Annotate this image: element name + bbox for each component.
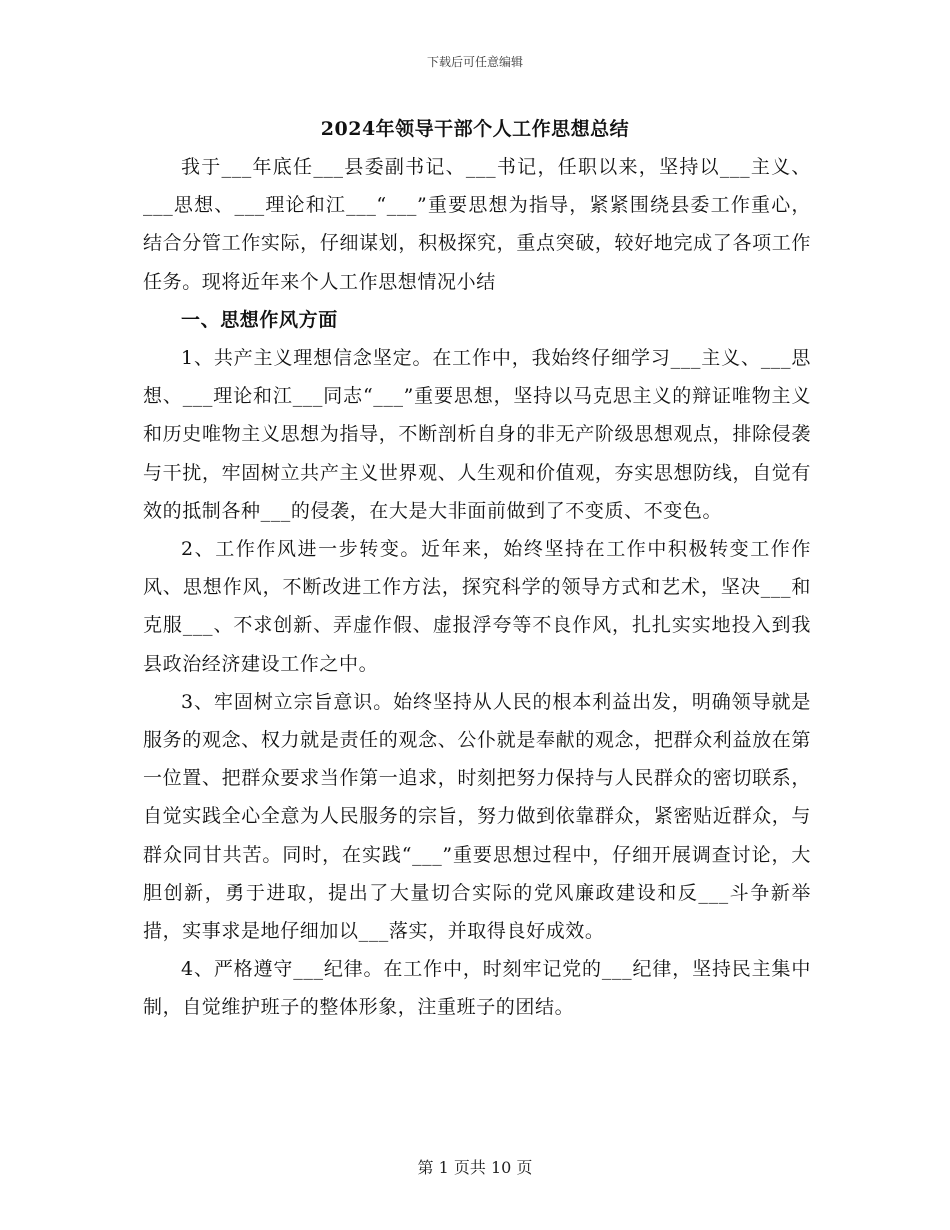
document-title: 2024年领导干部个人工作思想总结 [320,118,630,140]
paragraph-item-1: 1、共产主义理想信念坚定。在工作中，我始终仔细学习___主义、___思想、___理论和江___同志“___”重要思想，坚持以马克思主义的辩证唯物主义和历史唯物主义思想为指导，不断剖析自身的非无产阶级思想观点，排除侵袭与干扰，牢固树立共产主义世界观、人生观和价值观，夯实思想防线，自觉有效的抵制各种___的侵袭，在大是大非面前做到了不变质、不变色。 [143,347,811,522]
paragraph-item-4: 4、严格遵守___纪律。在工作中，时刻牢记党的___纪律，坚持民主集中制，自觉维护班子的整体形象，注重班子的团结。 [143,958,811,1019]
page-number-footer: 第 1 页共 10 页 [417,1158,533,1177]
paragraph-item-2: 2、工作作风进一步转变。近年来，始终坚持在工作中积极转变工作作风、思想作风，不断改进工作方法，探究科学的领导方式和艺术，坚决___和克服___、不求创新、弄虚作假、虚报浮夸等不良作风，扎扎实实地投入到我县政治经济建设工作之中。 [143,538,811,675]
paragraph-item-3: 3、牢固树立宗旨意识。始终坚持从人民的根本利益出发，明确领导就是服务的观念、权力就是责任的观念、公仆就是奉献的观念，把群众利益放在第一位置、把群众要求当作第一追求，时刻把努力保持与人民群众的密切联系，自觉实践全心全意为人民服务的宗旨，努力做到依靠群众，紧密贴近群众，与群众同甘共苦。同时，在实践“___”重要思想过程中，仔细开展调查讨论，大胆创新，勇于进取，提出了大量切合实际的党风廉政建设和反___斗争新举措，实事求是地仔细加以___落实，并取得良好成效。 [143,690,811,943]
intro-paragraph: 我于___年底任___县委副书记、___书记，任职以来，坚持以___主义、___思想、___理论和江___“___”重要思想为指导，紧紧围绕县委工作重心，结合分管工作实际，仔细谋划，积极探究，重点突破，较好地完成了各项工作任务。现将近年来个人工作思想情况小结 [143,156,811,293]
header-note: 下载后可任意编辑 [426,55,523,69]
document-body [143,148,811,1027]
section-heading: 一、思想作风方面 [181,308,338,331]
